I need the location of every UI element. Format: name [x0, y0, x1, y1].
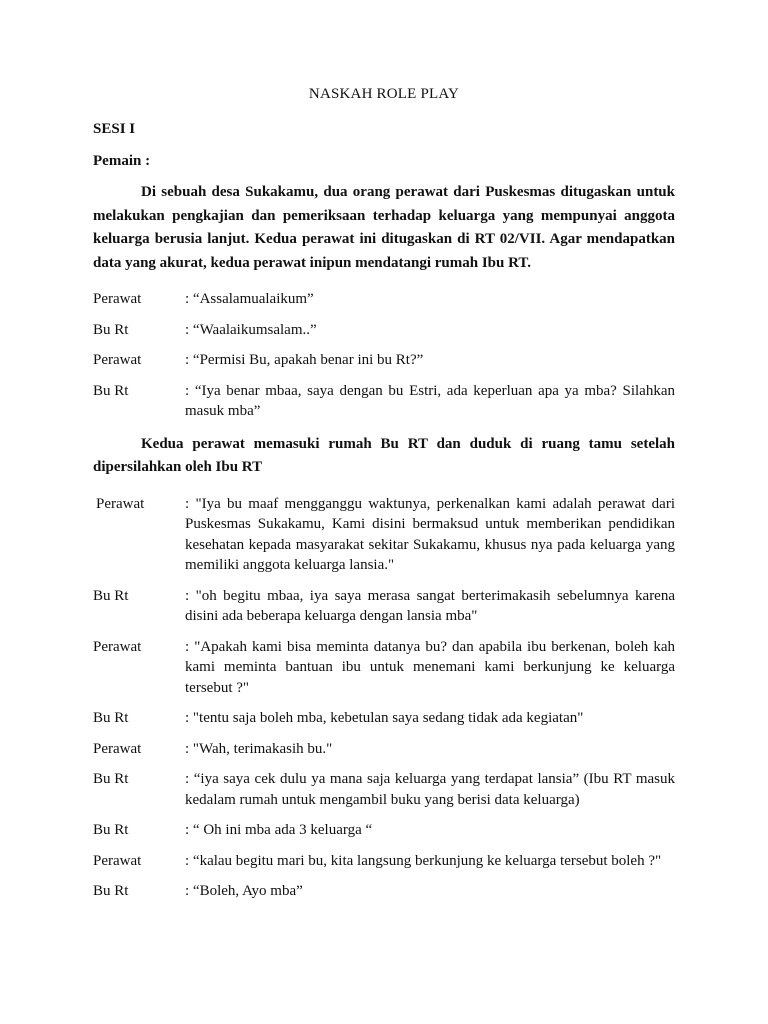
speech-text: : “Boleh, Ayo mba”	[185, 883, 303, 899]
speaker-name: Perawat	[93, 352, 142, 368]
speech-text: : “Waalaikumsalam..”	[185, 321, 317, 338]
document-page	[93, 84, 675, 902]
dialog-line	[93, 769, 675, 810]
speech-text: : “kalau begitu mari bu, kita langsung berkunjung ke keluarga tersebut boleh ?"	[185, 852, 662, 869]
speech-text: : "oh begitu mbaa, iya saya merasa sangat berterimakasih sebelumnya karena disini ada beberapa keluarga dengan lansia mba"	[185, 587, 675, 624]
speech-text: : “Permisi Bu, apakah benar ini bu Rt?”	[185, 352, 424, 368]
speaker-name: Bu Rt	[93, 382, 129, 399]
players-heading: Pemain :	[93, 153, 151, 169]
dialog-line	[93, 350, 675, 371]
speech-text: : “ Oh ini mba ada 3 keluarga “	[185, 822, 373, 838]
dialog-line	[93, 381, 675, 422]
session-heading: SESI I	[93, 121, 136, 137]
speaker-name: Bu Rt	[93, 822, 129, 838]
speaker-name: Bu Rt	[93, 321, 129, 338]
speaker-name: Bu Rt	[93, 771, 129, 787]
dialog-line	[93, 637, 675, 699]
speaker-name: Bu Rt	[93, 883, 129, 899]
speech-text: : “iya saya cek dulu ya mana saja keluarga yang terdapat lansia” (Ibu RT masuk kedalam rumah untuk mengambil buku yang berisi data keluarga)	[185, 771, 675, 808]
dialog-line	[93, 289, 675, 310]
speaker-name: Perawat	[93, 291, 142, 307]
speech-text: : “Iya benar mbaa, saya dengan bu Estri, ada keperluan apa ya mba? Silahkan masuk mba”	[185, 382, 675, 419]
speech-text: : "Wah, terimakasih bu."	[185, 740, 333, 757]
speech-text: : "tentu saja boleh mba, kebetulan saya sedang tidak ada kegiatan"	[185, 710, 584, 726]
speaker-name: Perawat	[93, 638, 142, 655]
dialog-line	[93, 708, 675, 729]
dialog-line	[93, 851, 675, 872]
speaker-name: Bu Rt	[93, 710, 129, 726]
speech-text: : "Apakah kami bisa meminta datanya bu? dan apabila ibu berkenan, boleh kah kami meminta bantuan ibu untuk menemani kami berkunjung ke keluarga tersebut ?"	[185, 638, 675, 696]
speaker-name: Perawat	[93, 740, 142, 757]
speaker-name: Bu Rt	[93, 587, 129, 604]
speech-text: : “Assalamualaikum”	[185, 291, 314, 307]
document-title: NASKAH ROLE PLAY	[308, 86, 460, 102]
narration-paragraph: Di sebuah desa Sukakamu, dua orang perawat dari Puskesmas ditugaskan untuk melakukan pengkajian dan pemeriksaan terhadap keluarga yang mempunyai anggota keluarga berusia lanjut. Kedua perawat ini ditugaskan di RT 02/VII. Agar mendapatkan data yang akurat, kedua perawat inipun mendatangi rumah Ibu RT.	[93, 184, 675, 271]
dialog-line	[93, 586, 675, 627]
dialog-line	[93, 739, 675, 760]
dialog-line	[93, 881, 675, 902]
dialog-line	[93, 494, 675, 576]
speaker-name: Perawat	[93, 852, 142, 869]
narration-paragraph: Kedua perawat memasuki rumah Bu RT dan duduk di ruang tamu setelah dipersilahkan oleh Ibu RT	[93, 435, 675, 475]
speaker-name: Perawat	[96, 495, 145, 512]
dialog-line	[93, 320, 675, 341]
speech-text: : "Iya bu maaf mengganggu waktunya, perkenalkan kami adalah perawat dari Puskesmas Sukakamu, Kami disini bermaksud untuk memberikan pendidikan kesehatan kepada masyarakat sekitar Sukakamu, khusus nya pada keluarga yang memiliki anggota keluarga lansia."	[185, 495, 675, 573]
dialog-line	[93, 820, 675, 841]
